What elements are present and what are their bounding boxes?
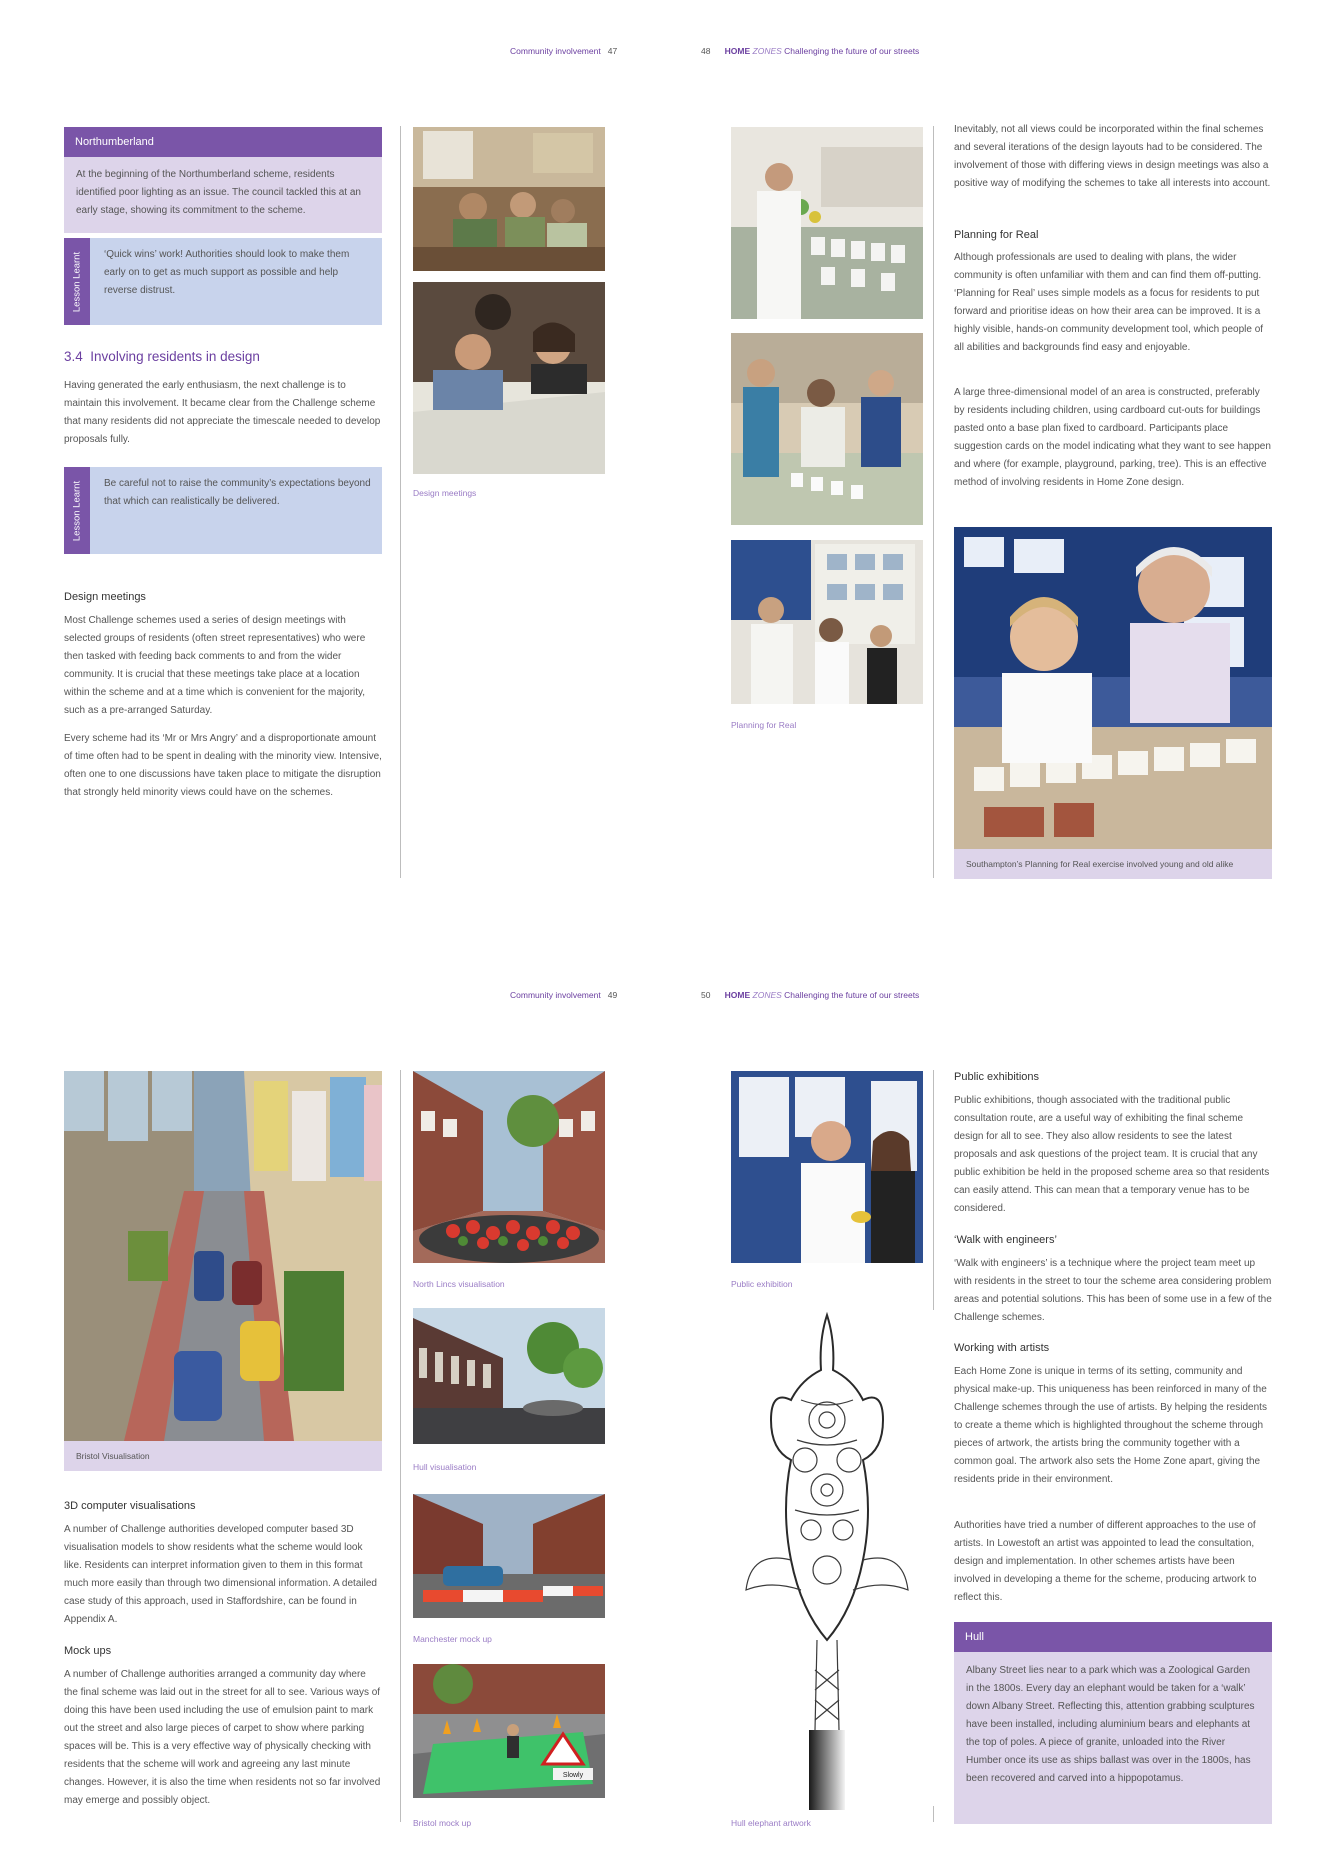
design-meetings-paragraph: Every scheme had its ‘Mr or Mrs Angry’ and a disproportionate amount of time often had to be spent in dealing with the minority view. Intensive, often one to one discussions have taken place to mitigate the disruption that strongly held minority views could have on the schemes. — [64, 733, 382, 798]
photo-caption: Bristol mock up — [413, 1818, 472, 1828]
column-rule — [933, 1070, 934, 1310]
running-header-right: 48 HOME ZONES Challenging the future of our streets — [701, 46, 920, 56]
manchester-mock-up-photo — [413, 1494, 605, 1618]
bristol-mock-up-photo — [413, 1664, 605, 1798]
running-header-left: Community involvement 49 — [510, 990, 618, 1000]
hull-box — [954, 1652, 1272, 1824]
northumberland-box — [64, 157, 382, 233]
planning-for-real-heading: Planning for Real — [954, 229, 1039, 241]
public-exhibition-photo — [731, 1071, 923, 1263]
design-meetings-paragraph: Most Challenge schemes used a series of design meetings with selected groups of residents (often street representatives) who were then tasked with feeding back comments to and from the wider community. It is crucial that these meetings take place at a location within the scheme and at a time which is convenient for the majority, such as a pre-arranged Saturday. — [64, 615, 366, 716]
southampton-photo — [954, 527, 1272, 849]
working-with-artists-heading: Working with artists — [954, 1342, 1050, 1354]
photo-caption: North Lincs visualisation — [413, 1279, 505, 1289]
walk-with-engineers-heading: ‘Walk with engineers’ — [954, 1234, 1057, 1246]
photo-caption: Southampton’s Planning for Real exercise involved young and old alike — [954, 849, 1272, 879]
walk-with-engineers-paragraph: ‘Walk with engineers’ is a technique where the project team meet up with residents in the street to tour the scheme area considering problem areas and potential solutions. This has been of some use in a few of the Challenge schemes. — [954, 1258, 1272, 1323]
visualisations-paragraph: A number of Challenge authorities developed computer based 3D visualisation models to show residents what the scheme would look like. Residents can interpret information given to them in this format much more easily than through two dimensional information. A detailed case study of this approach, used in Staffordshire, can be found in Appendix A. — [64, 1524, 377, 1625]
planning-for-real-photo — [731, 333, 923, 525]
column-rule — [400, 1070, 401, 1822]
public-exhibitions-paragraph: Public exhibitions, though associated with the traditional public consultation route, are a useful way of exhibiting the final scheme design for all to see. They also allow residents to see the latest proposals and ask questions of the project team. It is crucial that any public exhibition be held in the proposed scheme area so that residents can easily attend. This can mean that a temporary venue has to be considered. — [954, 1095, 1270, 1214]
section-heading: 3.4 Involving residents in design — [64, 349, 260, 364]
planning-for-real-paragraph: Although professionals are used to dealing with plans, the wider community is often unfamiliar with them and can find them off-putting. ‘Planning for Real’ uses simple models as a focus for residents to put forward and prioritise ideas on how their area can be improved. It is a highly visible, hands-on community development tool, which people of all abilities and backgrounds find easy and enjoyable. — [954, 252, 1264, 353]
hull-box-text: Albany Street lies near to a park which was a Zoological Garden in the 1800s. Every day an elephant would be taken for a ‘walk’ down Albany Street. Reflecting this, attention grabbing sculptures have been installed, including aluminium bears and elephants at the top of poles. A piece of granite, unloaded into the River Humber once its use as ships ballast was over in the 1800s, has been recovered and carved into a hippopotamus. — [966, 1665, 1255, 1784]
photo-caption: Bristol Visualisation — [64, 1441, 382, 1471]
lesson-learnt-text: ‘Quick wins’ work! Authorities should look to make them early on to get as much support as possible and help reverse distrust. — [104, 249, 350, 296]
design-meeting-photo — [413, 282, 605, 474]
visualisations-heading: 3D computer visualisations — [64, 1500, 196, 1512]
design-meeting-photo — [413, 127, 605, 271]
lesson-learnt-text: Be careful not to raise the community’s expectations beyond that which can realistically be delivered. — [104, 478, 371, 507]
working-with-artists-paragraph: Authorities have tried a number of different approaches to the use of artists. In Lowestoft an artist was appointed to lead the consultation, design and implementation. In other schemes artists have been involved in developing a theme for the scheme, producing artwork to reflect this. — [954, 1520, 1257, 1603]
planning-for-real-paragraph: A large three-dimensional model of an area is constructed, preferably by residents including children, using cardboard cut-outs for buildings pasted onto a base plan fixed to cardboard. Participants place suggestion cards on the model indicating what they want to see happen and where (for example, playground, parking, tree). This is an effective method of involving residents in Home Zone design. — [954, 387, 1271, 488]
design-meetings-heading: Design meetings — [64, 591, 146, 603]
photo-caption: Hull elephant artwork — [731, 1818, 811, 1828]
photo-caption: Public exhibition — [731, 1279, 793, 1289]
running-header-left: Community involvement 47 — [510, 46, 618, 56]
mock-ups-paragraph: A number of Challenge authorities arranged a community day where the final scheme was laid out in the street for all to see. Various ways of doing this have been used including the use of emulsion paint to mark out the street and also large pieces of carpet to show where parking spaces will be. This is a very effective way of physically checking with residents that the scheme will work and agreeing any last minute changes. However, it is also the time when residents not so far involved may emerge and possibly object. — [64, 1669, 381, 1806]
lesson-learnt-tab: Lesson Learnt — [64, 238, 90, 325]
lesson-learnt-box — [64, 238, 382, 325]
photo-caption: Hull visualisation — [413, 1462, 477, 1472]
sign-text: Slowly — [562, 1772, 584, 1779]
photo-caption: Planning for Real — [731, 720, 797, 730]
planning-for-real-photo — [731, 540, 923, 704]
working-with-artists-paragraph: Each Home Zone is unique in terms of its setting, community and physical make-up. This uniqueness has been reinforced in many of the Challenge schemes through the use of artists. By helping the residents to create a theme which is highlighted throughout the scheme through pieces of artwork, the artists bring the community together with a common goal. The artwork also sets the Home Zone apart, giving the residents pride in their environment. — [954, 1366, 1267, 1485]
hull-visualisation-image — [413, 1308, 605, 1444]
intro-paragraph: Inevitably, not all views could be incorporated within the final schemes and several iterations of the design layouts had to be considered. The involvement of those with differing views in design meetings was also a positive way of modifying the schemes to take all interests into account. — [954, 124, 1271, 189]
north-lincs-visualisation-image — [413, 1071, 605, 1263]
section-paragraph: Having generated the early enthusiasm, the next challenge is to maintain this involvement. It became clear from the Challenge scheme that many residents did not appreciate the timescale needed to develop proposals fully. — [64, 380, 381, 445]
hull-elephant-artwork-image — [731, 1310, 923, 1810]
photo-caption: Design meetings — [413, 488, 477, 498]
bristol-visualisation-image — [64, 1071, 382, 1441]
lesson-learnt-tab: Lesson Learnt — [64, 467, 90, 554]
column-rule — [933, 126, 934, 878]
northumberland-box-title: Northumberland — [64, 127, 382, 157]
column-rule — [400, 126, 401, 878]
lesson-learnt-box — [64, 467, 382, 554]
public-exhibitions-heading: Public exhibitions — [954, 1071, 1039, 1083]
column-rule — [933, 1806, 934, 1822]
hull-box-title: Hull — [954, 1622, 1272, 1652]
northumberland-text: At the beginning of the Northumberland scheme, residents identified poor lighting as an issue. The council tackled this at an early stage, showing its commitment to the scheme. — [76, 169, 361, 216]
photo-caption: Manchester mock up — [413, 1634, 492, 1644]
planning-for-real-photo — [731, 127, 923, 319]
running-header-right: 50 HOME ZONES Challenging the future of our streets — [701, 990, 920, 1000]
mock-ups-heading: Mock ups — [64, 1645, 112, 1657]
